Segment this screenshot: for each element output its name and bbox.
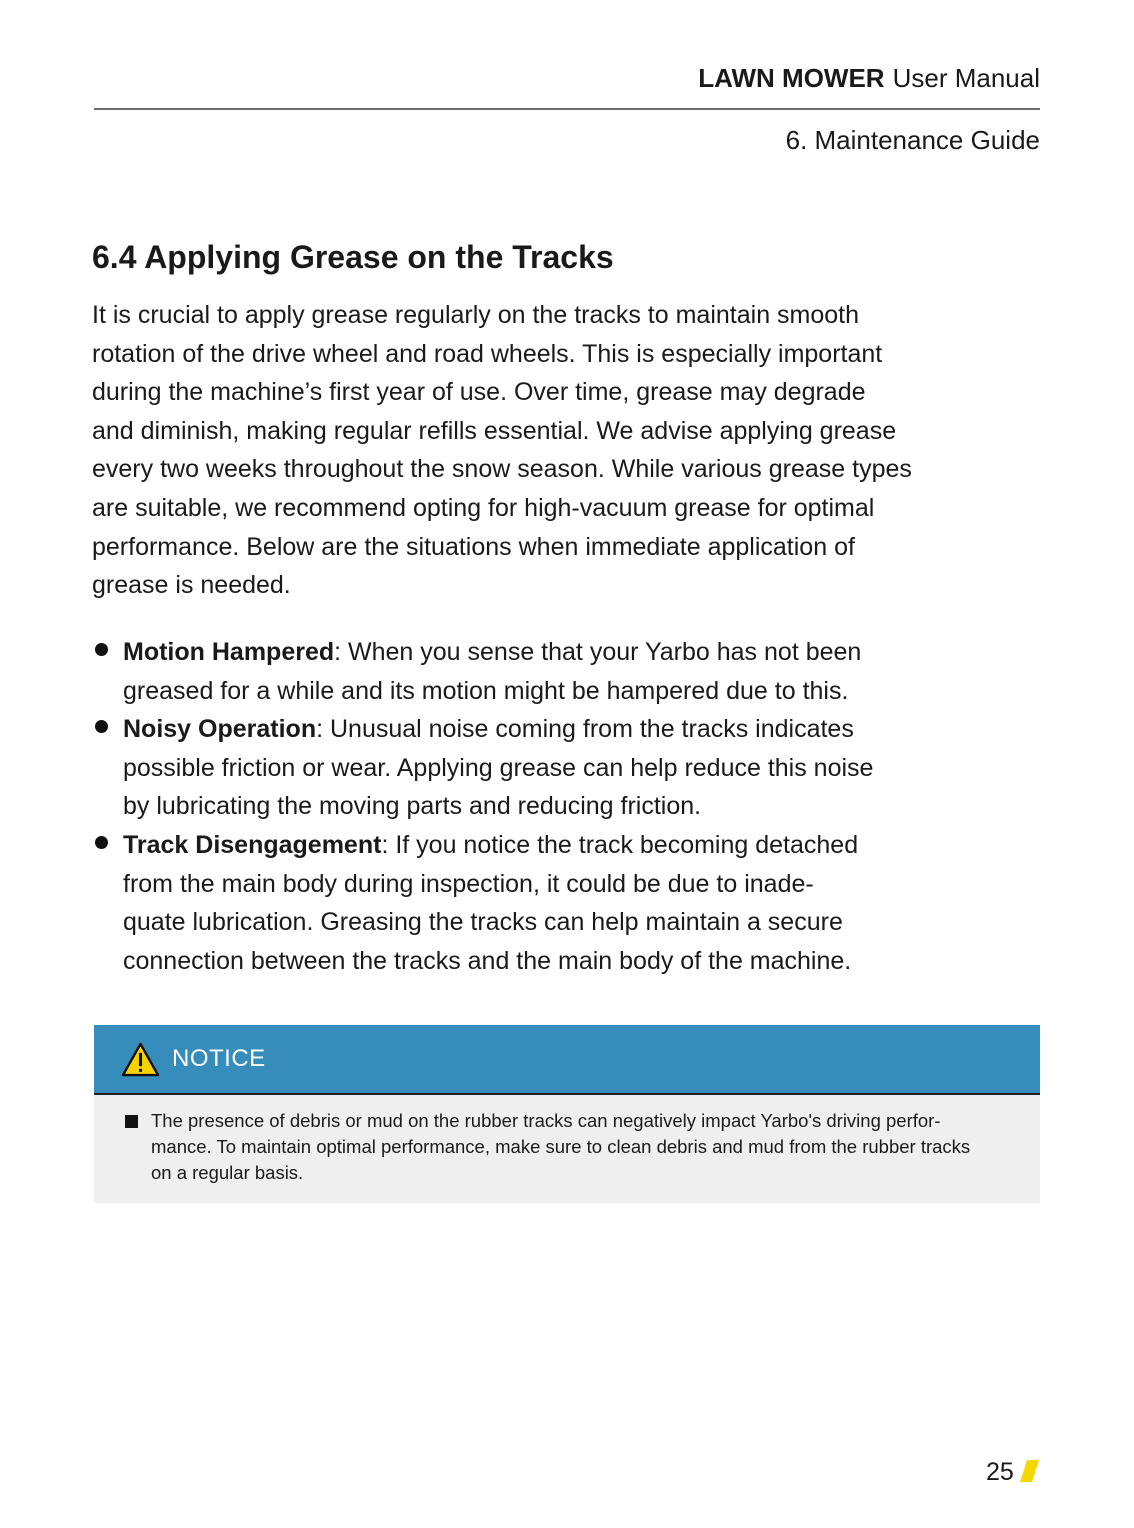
- manual-header: [698, 62, 1040, 94]
- bullet-text: : Unusual noise coming from the tracks indicates: [316, 715, 854, 744]
- intro-line: are suitable, we recommend opting for high-vacuum grease for optimal: [92, 493, 875, 522]
- manual-type: User Manual: [892, 63, 1040, 93]
- intro-paragraph: [92, 296, 1042, 605]
- bullet-term: Noisy Operation: [123, 715, 317, 744]
- bullet-dot-icon: [95, 836, 108, 849]
- list-item-noisy-operation: [92, 710, 1042, 826]
- list-item-track-disengagement: [92, 826, 1042, 980]
- chapter-label: 6. Maintenance Guide: [785, 125, 1040, 155]
- notice-text: mance. To maintain optimal performance, make sure to clean debris and mud from the rubber tracks: [151, 1136, 971, 1157]
- bullet-dot-icon: [95, 720, 108, 733]
- notice-text: The presence of debris or mud on the rubber tracks can negatively impact Yarbo's driving perfor-: [151, 1110, 941, 1131]
- intro-line: It is crucial to apply grease regularly on the tracks to maintain smooth: [92, 301, 860, 329]
- grease-situations-list: [92, 633, 1042, 980]
- bullet-dot-icon: [95, 643, 108, 656]
- notice-text: on a regular basis.: [151, 1162, 304, 1183]
- intro-line: and diminish, making regular refills essential. We advise applying grease: [92, 416, 897, 445]
- intro-line: during the machine’s first year of use. Over time, grease may degrade: [92, 378, 866, 407]
- notice-header: [94, 1025, 1040, 1095]
- intro-line: performance. Below are the situations when immediate application of: [92, 532, 855, 561]
- bullet-text: by lubricating the moving parts and reducing friction.: [123, 792, 702, 821]
- bullet-text: connection between the tracks and the main body of the machine.: [123, 946, 852, 975]
- bullet-term: Track Disengagement: [123, 830, 382, 859]
- square-bullet-icon: [125, 1115, 138, 1128]
- notice-box: [94, 1025, 1040, 1203]
- header-divider: [94, 108, 1040, 110]
- bullet-text: : When you sense that your Yarbo has not been: [334, 638, 862, 666]
- bullet-text: greased for a while and its motion might be hampered due to this.: [123, 676, 849, 705]
- intro-line: grease is needed.: [92, 571, 291, 600]
- bullet-term: Motion Hampered: [123, 638, 335, 666]
- bullet-text: from the main body during inspection, it could be due to inade-: [123, 869, 814, 898]
- bullet-text: : If you notice the track becoming detached: [381, 830, 859, 859]
- section-title: 6.4 Applying Grease on the Tracks: [92, 239, 614, 275]
- product-name: LAWN MOWER: [698, 63, 885, 93]
- bullet-text: possible friction or wear. Applying grease can help reduce this noise: [123, 753, 874, 782]
- list-item-motion-hampered: [92, 633, 1042, 710]
- page-accent-mark-icon: [1020, 1460, 1040, 1484]
- bullet-text: quate lubrication. Greasing the tracks can help maintain a secure: [123, 908, 843, 937]
- notice-label: NOTICE: [172, 1045, 266, 1072]
- intro-line: rotation of the drive wheel and road wheels. This is especially important: [92, 339, 883, 368]
- intro-line: every two weeks throughout the snow season. While various grease types: [92, 455, 912, 484]
- warning-triangle-icon: [121, 1042, 160, 1077]
- page-number: 25: [986, 1458, 1014, 1486]
- notice-body: [94, 1095, 1040, 1186]
